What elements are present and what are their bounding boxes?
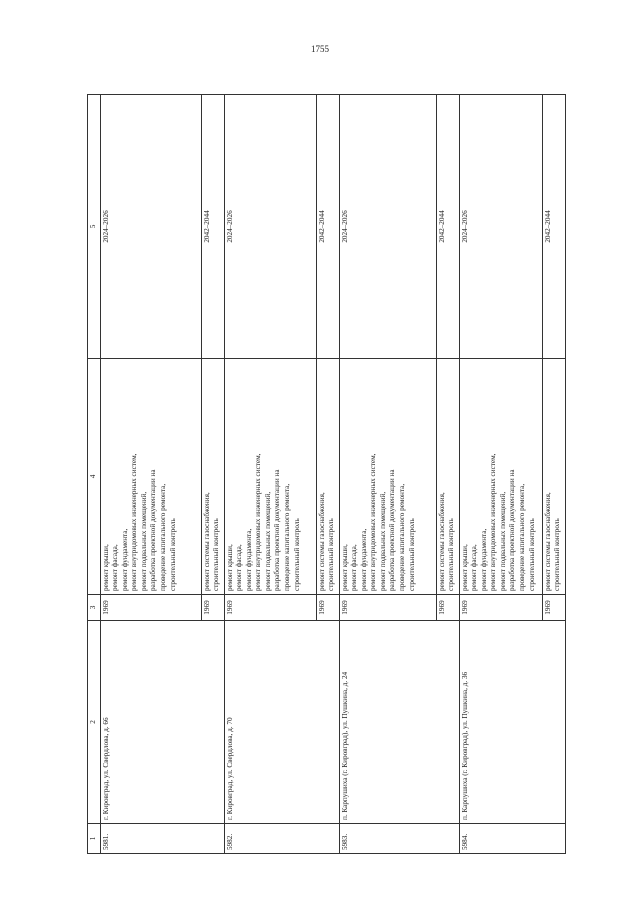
work-item: строительный контроль: [327, 518, 336, 591]
works-list: [201, 359, 224, 595]
work-item: ремонт крыши,: [101, 544, 110, 591]
work-item: строительный контроль: [407, 518, 416, 591]
work-item: ремонт внутридомовых инженерных систем,: [254, 453, 263, 591]
work-item: разработка проектной документации на: [273, 469, 282, 591]
page-number: 1755: [311, 44, 329, 54]
work-item: ремонт фундамента,: [120, 528, 129, 591]
work-item: проведение капитального ремонта,: [283, 483, 292, 591]
work-item: ремонт системы газоснабжения,: [437, 492, 446, 591]
work-item: ремонт фасада,: [111, 544, 120, 591]
work-item: разработка проектной документации на: [149, 469, 158, 591]
column-number: 3: [88, 595, 101, 621]
entry-number: 5983.: [339, 824, 459, 854]
works-list: [339, 359, 436, 595]
work-item: проведение капитального ремонта,: [159, 483, 168, 591]
work-item: ремонт фасада,: [470, 544, 479, 591]
work-item: ремонт внутридомовых инженерных систем,: [369, 453, 378, 591]
build-year: 1969: [339, 595, 436, 621]
column-number-row: [88, 95, 101, 854]
build-year: 1969: [436, 595, 459, 621]
rotated-table-container: [87, 95, 599, 854]
work-item: ремонт фасада,: [350, 544, 359, 591]
build-year: 1969: [100, 595, 201, 621]
build-year: 1969: [542, 595, 565, 621]
works-list: [459, 359, 542, 595]
works-list: [316, 359, 339, 595]
work-item: проведение капитального ремонта,: [398, 483, 407, 591]
work-item: ремонт фундамента,: [359, 528, 368, 591]
column-number: 2: [88, 621, 101, 824]
work-item: строительный контроль: [527, 518, 536, 591]
build-year: 1969: [459, 595, 542, 621]
work-item: ремонт крыши,: [225, 544, 234, 591]
work-item: ремонт подвальных помещений,: [263, 491, 272, 591]
table-row: [224, 95, 316, 854]
repair-period: 2042–2044: [316, 95, 339, 359]
work-item: ремонт системы газоснабжения,: [202, 492, 211, 591]
table-row: [459, 95, 542, 854]
work-item: ремонт подвальных помещений,: [378, 491, 387, 591]
table-row: [339, 95, 436, 854]
work-item: ремонт внутридомовых инженерных систем,: [130, 453, 139, 591]
column-number: 5: [88, 95, 101, 359]
works-list: [100, 359, 201, 595]
repair-period: 2024–2026: [339, 95, 436, 359]
work-item: ремонт внутридомовых инженерных систем,: [489, 453, 498, 591]
work-item: ремонт фундамента,: [244, 528, 253, 591]
repair-period: 2042–2044: [542, 95, 565, 359]
entry-number: 5984.: [459, 824, 565, 854]
repair-period: 2042–2044: [436, 95, 459, 359]
build-year: 1969: [201, 595, 224, 621]
entry-address: г. Кировград, ул. Свердлова, д. 70: [224, 621, 339, 824]
works-list: [436, 359, 459, 595]
work-item: строительный контроль: [553, 518, 562, 591]
work-item: разработка проектной документации на: [388, 469, 397, 591]
entry-address: п. Карпушиха (г. Кировград), ул. Пушкина, д. 24: [339, 621, 459, 824]
entry-number: 5981.: [100, 824, 224, 854]
repair-period: 2024–2026: [224, 95, 316, 359]
table-row: [100, 95, 201, 854]
work-item: проведение капитального ремонта,: [518, 483, 527, 591]
works-list: [542, 359, 565, 595]
repair-period: 2024–2026: [100, 95, 201, 359]
work-item: строительный контроль: [212, 518, 221, 591]
work-item: строительный контроль: [447, 518, 456, 591]
work-item: ремонт подвальных помещений,: [139, 491, 148, 591]
work-item: ремонт фасада,: [235, 544, 244, 591]
entry-number: 5982.: [224, 824, 339, 854]
repair-schedule-table: [87, 94, 566, 854]
column-number: 1: [88, 824, 101, 854]
column-number: 4: [88, 359, 101, 595]
work-item: ремонт крыши,: [460, 544, 469, 591]
work-item: разработка проектной документации на: [508, 469, 517, 591]
build-year: 1969: [316, 595, 339, 621]
repair-period: 2042–2044: [201, 95, 224, 359]
work-item: ремонт подвальных помещений,: [498, 491, 507, 591]
work-item: ремонт системы газоснабжения,: [543, 492, 552, 591]
work-item: ремонт фундамента,: [479, 528, 488, 591]
build-year: 1969: [224, 595, 316, 621]
repair-period: 2024–2026: [459, 95, 542, 359]
works-list: [224, 359, 316, 595]
work-item: строительный контроль: [168, 518, 177, 591]
entry-address: г. Кировград, ул. Свердлова, д. 66: [100, 621, 224, 824]
entry-address: п. Карпушиха (г. Кировград), ул. Пушкина, д. 36: [459, 621, 565, 824]
work-item: ремонт крыши,: [340, 544, 349, 591]
work-item: ремонт системы газоснабжения,: [317, 492, 326, 591]
work-item: строительный контроль: [292, 518, 301, 591]
